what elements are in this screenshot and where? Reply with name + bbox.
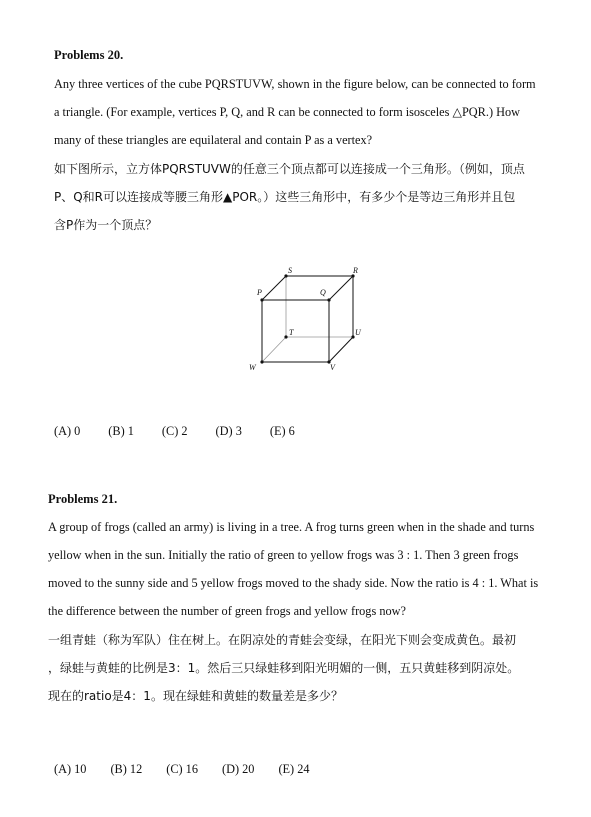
problem-21-cn-line-1: 一组青蛙（称为军队）住在树上。在阴凉处的青蛙会变绿，在阳光下则会变成黄色。最初 — [48, 633, 517, 647]
problem-20-cn-line-1: 如下图所示，立方体PQRSTUVW的任意三个顶点都可以连接成一个三角形。（例如，顶点 — [54, 162, 525, 176]
problem-20-title: Problems 20. — [54, 48, 124, 62]
vertex-label-t: T — [289, 328, 294, 337]
choice-a[interactable]: (A) 10 — [54, 762, 87, 776]
problem-20-cn-line-3: 含P作为一个顶点？ — [54, 218, 158, 232]
problem-20-choices — [54, 424, 311, 439]
choice-c[interactable]: (C) 2 — [161, 424, 188, 438]
problem-20-en-line-1: Any three vertices of the cube PQRSTUVW, shown in the figure below, can be connected to form — [54, 77, 536, 91]
vertex-label-p: P — [257, 288, 262, 297]
problem-21-en-line-4: the difference between the number of green frogs and yellow frogs now? — [48, 604, 406, 618]
problem-20-cn-line-2: P、Q和R可以连接成等腰三角形▲POR。）这些三角形中，有多少个是等边三角形并且包 — [54, 190, 516, 204]
choice-b[interactable]: (B) 12 — [110, 762, 143, 776]
vertex-label-w: W — [249, 363, 256, 372]
problem-21-cn-line-3: 现在的ratio是4：1。现在绿蛙和黄蛙的数量差是多少？ — [48, 689, 343, 703]
problem-20-en-line-3: many of these triangles are equilateral and contain P as a vertex? — [54, 133, 373, 147]
choice-c[interactable]: (C) 16 — [166, 762, 198, 776]
vertex-label-s: S — [288, 266, 292, 275]
vertex-label-r: R — [353, 266, 358, 275]
choice-e[interactable]: (E) 6 — [269, 424, 295, 438]
problem-21-en-line-3: moved to the sunny side and 5 yellow frogs moved to the shady side. Now the ratio is 4 : 1. What is — [48, 576, 539, 590]
problem-21-en-line-2: yellow when in the sun. Initially the ratio of green to yellow frogs was 3 : 1. Then 3 green frogs — [48, 548, 519, 562]
choice-e[interactable]: (E) 24 — [278, 762, 310, 776]
problem-21-en-line-1: A group of frogs (called an army) is living in a tree. A frog turns green when in the shade and turns — [48, 520, 535, 534]
problem-21-choices — [54, 762, 326, 777]
problem-20-en-line-2: a triangle. (For example, vertices P, Q, and R can be connected to form isosceles △PQR.) How — [54, 105, 521, 119]
vertex-label-u: U — [355, 328, 361, 337]
problem-21-title: Problems 21. — [48, 492, 118, 506]
problem-21-cn-line-2: ，绿蛙与黄蛙的比例是3：1。然后三只绿蛙移到阳光明媚的一侧，五只黄蛙移到阴凉处。 — [48, 661, 520, 675]
choice-b[interactable]: (B) 1 — [108, 424, 134, 438]
cube-figure — [240, 262, 370, 377]
choice-a[interactable]: (A) 0 — [54, 424, 81, 438]
choice-d[interactable]: (D) 20 — [221, 762, 255, 776]
vertex-label-q: Q — [320, 288, 326, 297]
choice-d[interactable]: (D) 3 — [215, 424, 242, 438]
vertex-label-v: V — [330, 363, 335, 372]
